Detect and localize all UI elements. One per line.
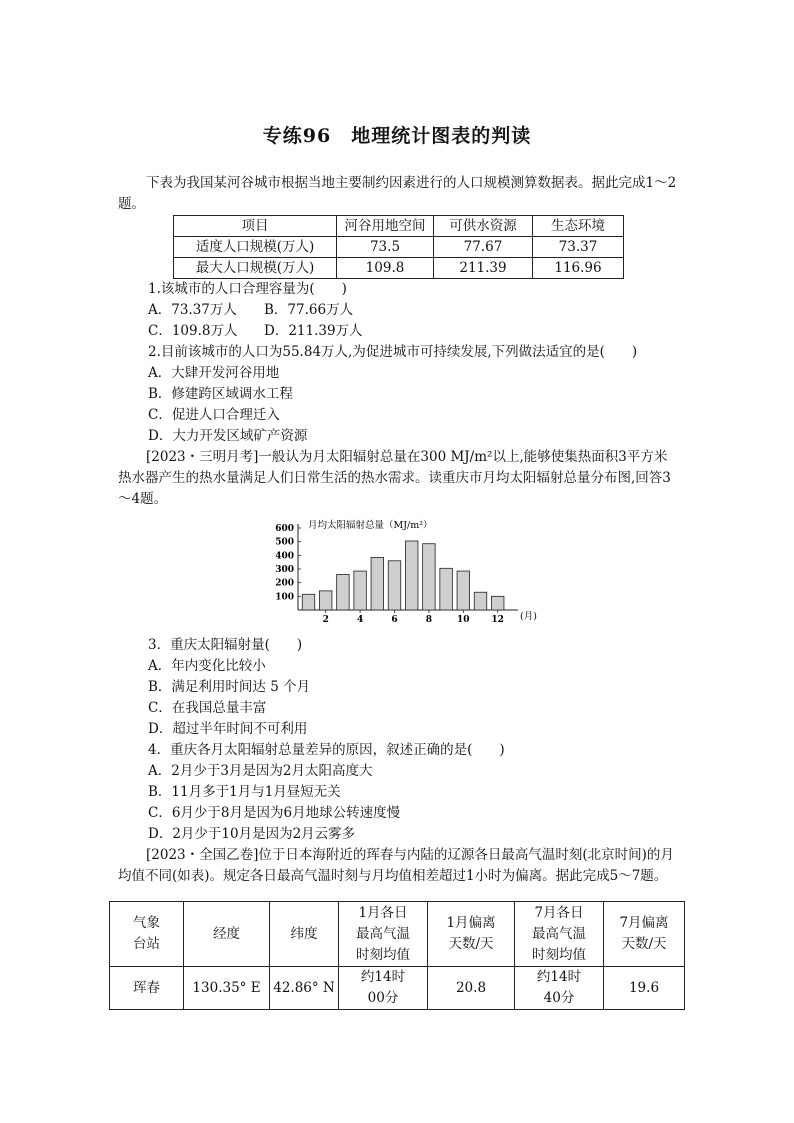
- question-2-option-c: C．促进人口合理迁入: [148, 407, 280, 423]
- question-1-option-c: C．109.8万人: [148, 323, 238, 339]
- intro-paragraph-1: [118, 173, 678, 215]
- x-tick-label: 2: [322, 615, 329, 625]
- intro-paragraph-2: [118, 447, 678, 510]
- question-3-option-d: D．超过半年时间不可利用: [148, 721, 308, 737]
- table-cell: 109.8: [337, 258, 434, 279]
- question-4-option-a: A．2月少于3月是因为2月太阳高度大: [148, 763, 373, 779]
- intro-paragraph-3: [118, 845, 678, 887]
- page-title: 专练96 地理统计图表的判读: [262, 125, 532, 147]
- y-tick-label: 300: [275, 565, 294, 575]
- table-cell: 73.5: [337, 237, 434, 258]
- intro-text-2: [2023・三明月考]一般认为月太阳辐射总量在300 MJ/m²以上,能够使集热面积3平方米热水器产生的热水量满足人们日常生活的热水需求。读重庆市月均太阳辐射总量分布图,回答3～4题。: [118, 449, 671, 507]
- table-cell: 116.96: [533, 258, 624, 279]
- y-tick-label: 600: [275, 524, 294, 534]
- solar-radiation-bar-chart: [268, 516, 558, 626]
- bar-month-10: [457, 571, 470, 610]
- question-1-option-d: D．211.39万人: [264, 323, 363, 339]
- y-tick-label: 400: [275, 551, 294, 562]
- table-header-cell: 项目: [174, 216, 337, 237]
- bar-month-11: [474, 592, 487, 610]
- table-cell: 约14时 00分: [339, 967, 428, 1010]
- table-header-cell: 可供水资源: [434, 216, 533, 237]
- table-header-cell: 7月各日 最高气温 时刻均值: [515, 902, 604, 967]
- question-4-option-d: D．2月少于10月是因为2月云雾多: [148, 826, 356, 842]
- table-header-cell: 生态环境: [533, 216, 624, 237]
- table-cell: 20.8: [428, 967, 515, 1010]
- table-header-cell: 纬度: [270, 902, 339, 967]
- bar-month-2: [319, 591, 332, 610]
- table-cell: 珲春: [110, 967, 184, 1010]
- question-4-option-c: C．6月少于8月是因为6月地球公转速度慢: [148, 805, 401, 821]
- chart-x-axis-label: (月): [520, 611, 537, 622]
- question-1-stem: 1.该城市的人口合理容量为( ): [148, 281, 347, 297]
- table-header-row: [110, 902, 685, 967]
- table-cell: 211.39: [434, 258, 533, 279]
- table-cell: 130.35° E: [184, 967, 270, 1010]
- question-2-option-b: B．修建跨区域调水工程: [148, 386, 293, 402]
- intro-text-3: [2023・全国乙卷]位于日本海附近的珲春与内陆的辽源各日最高气温时刻(北京时间)的月均值不同(如表)。规定各日最高气温时刻与月均值相差超过1小时为偏离。据此完成5～7题。: [118, 847, 674, 884]
- table-cell: 最大人口规模(万人): [174, 258, 337, 279]
- table-header-cell: 气象 台站: [110, 902, 184, 967]
- bar-month-12: [491, 596, 504, 610]
- x-tick-label: 6: [391, 615, 398, 625]
- table-row: [174, 237, 624, 258]
- x-tick-label: 10: [457, 615, 470, 625]
- table-cell: 42.86° N: [270, 967, 339, 1010]
- population-table: [173, 215, 624, 279]
- bar-month-5: [371, 557, 384, 610]
- table-cell: 73.37: [533, 237, 624, 258]
- bar-month-7: [405, 541, 418, 610]
- x-tick-label: 8: [425, 615, 433, 625]
- question-3-option-c: C．在我国总量丰富: [148, 700, 267, 716]
- question-2-option-a: A．大肆开发河谷用地: [148, 365, 280, 381]
- y-tick-label: 100: [275, 592, 294, 603]
- question-2-option-d: D．大力开发区域矿产资源: [148, 428, 308, 444]
- bar-month-3: [337, 574, 350, 610]
- table-row: [174, 258, 624, 279]
- table-cell: 适度人口规模(万人): [174, 237, 337, 258]
- bar-month-9: [440, 568, 453, 610]
- x-tick-label: 4: [356, 615, 364, 625]
- y-tick-label: 500: [275, 537, 294, 548]
- table-cell: 约14时 40分: [515, 967, 604, 1010]
- table-header-cell: 河谷用地空间: [337, 216, 434, 237]
- table-header-cell: 经度: [184, 902, 270, 967]
- y-tick-label: 200: [275, 578, 294, 589]
- intro-text-1: 下表为我国某河谷城市根据当地主要制约因素进行的人口规模测算数据表。据此完成1～2题。: [118, 175, 677, 212]
- bar-month-4: [354, 571, 367, 610]
- table-cell: 19.6: [604, 967, 685, 1010]
- table-cell: 77.67: [434, 237, 533, 258]
- bar-month-8: [423, 544, 436, 610]
- table-row: [110, 967, 685, 1010]
- chart-title: 月均太阳辐射总量（MJ/m²）: [308, 520, 433, 531]
- table-header-row: [174, 216, 624, 237]
- table-header-cell: 1月各日 最高气温 时刻均值: [339, 902, 428, 967]
- x-tick-label: 12: [491, 615, 504, 625]
- bar-month-6: [388, 561, 401, 610]
- question-2-stem: 2.目前该城市的人口为55.84万人,为促进城市可持续发展,下列做法适宜的是( ): [148, 344, 638, 360]
- table-header-cell: 7月偏离 天数/天: [604, 902, 685, 967]
- question-4-option-b: B．11月多于1月与1月昼短无关: [148, 784, 341, 800]
- question-4-stem: 4．重庆各月太阳辐射总量差异的原因，叙述正确的是( ): [148, 742, 505, 758]
- question-1-option-a: A．73.37万人: [148, 302, 237, 318]
- temperature-table: [109, 901, 685, 1010]
- question-3-stem: 3．重庆太阳辐射量( ): [148, 637, 303, 653]
- question-3-option-b: B．满足利用时间达 5 个月: [148, 679, 311, 695]
- question-3-option-a: A．年内变化比较小: [148, 658, 266, 674]
- table-header-cell: 1月偏离 天数/天: [428, 902, 515, 967]
- question-1-option-b: B．77.66万人: [264, 302, 354, 318]
- bar-month-1: [302, 594, 315, 610]
